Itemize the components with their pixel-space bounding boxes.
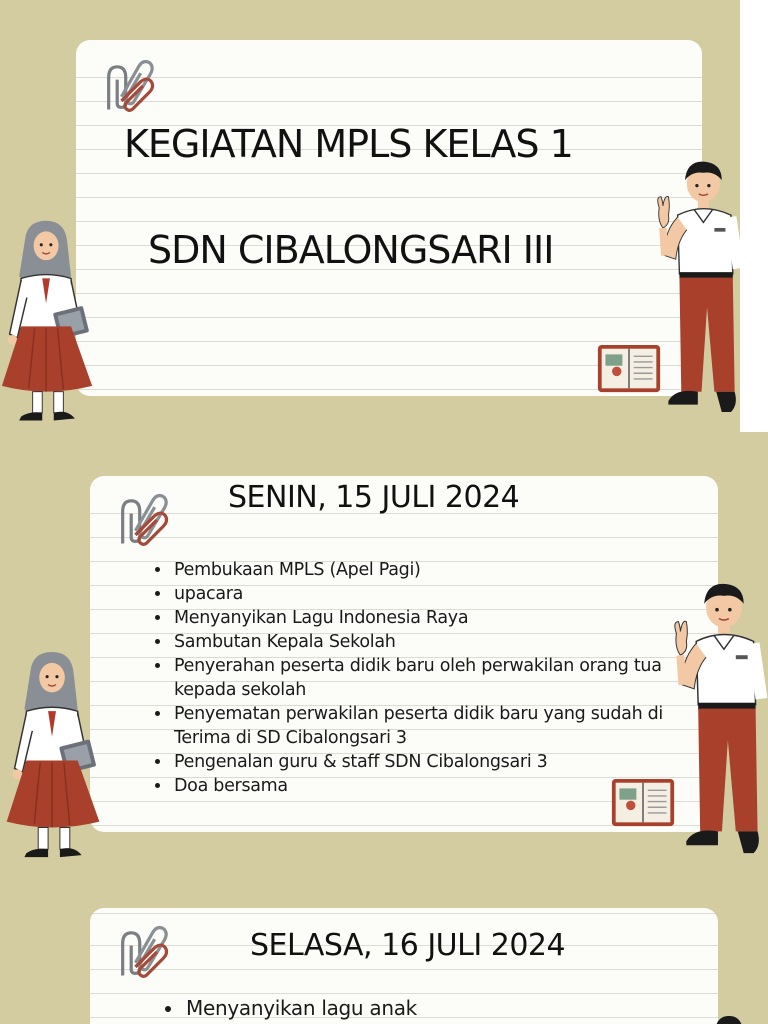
schoolgirl-illustration	[0, 218, 96, 430]
agenda-list	[162, 996, 684, 1020]
title-line-2: SDN CIBALONGSARI III	[148, 228, 554, 272]
day-heading: SENIN, 15 JULI 2024	[228, 480, 520, 515]
paperclip-icon	[98, 54, 162, 118]
title-line-1: KEGIATAN MPLS KELAS 1	[124, 122, 573, 166]
agenda-item: • Sambutan Kepala Sekolah	[172, 630, 692, 654]
agenda-list	[150, 558, 692, 798]
schoolboy-illustration	[664, 582, 768, 864]
schoolboy-illustration	[650, 150, 742, 432]
agenda-item: • Menyanyikan lagu anak	[184, 996, 684, 1020]
agenda-item: • Menyanyikan Lagu Indonesia Raya	[172, 606, 692, 630]
paperclip-icon	[112, 488, 176, 552]
slide-monday	[0, 432, 768, 864]
agenda-item: • Doa bersama	[172, 774, 692, 798]
agenda-item: • Penyematan perwakilan peserta didik baru yang sudah di Terima di SD Cibalongsari 3	[172, 702, 692, 750]
schoolboy-hair-partial	[716, 1016, 742, 1024]
paperclip-icon	[112, 920, 176, 984]
schoolgirl-illustration	[0, 652, 108, 864]
agenda-item: • Pengenalan guru & staff SDN Cibalongsari 3	[172, 750, 692, 774]
slide-title	[0, 0, 768, 432]
slide-tuesday	[0, 864, 768, 1024]
agenda-item: • upacara	[172, 582, 692, 606]
day-heading: SELASA, 16 JULI 2024	[250, 928, 566, 963]
agenda-item: • Pembukaan MPLS (Apel Pagi)	[172, 558, 692, 582]
agenda-item: • Penyerahan peserta didik baru oleh perwakilan orang tua kepada sekolah	[172, 654, 692, 702]
